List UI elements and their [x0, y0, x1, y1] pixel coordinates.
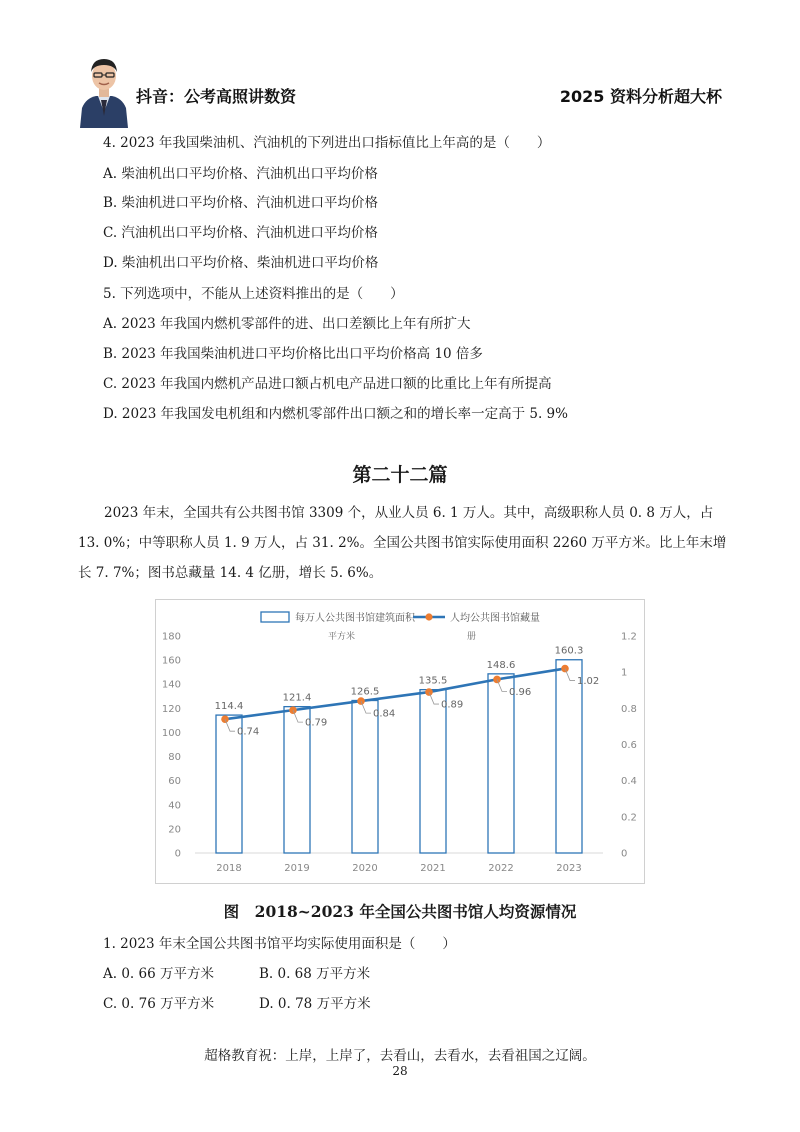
page-number: 28: [392, 1064, 408, 1078]
q5-option-d: D. 2023 年我国发电机组和内燃机零部件出口额之和的增长率一定高于 5. 9%: [103, 406, 568, 422]
bar-value-label: 135.5: [418, 675, 448, 687]
q4-option-d: D. 柴油机出口平均价格、柴油机进口平均价格: [103, 255, 379, 271]
line-value-label: 0.89: [441, 699, 464, 711]
q1-option-c: C. 0. 76 万平方米: [103, 996, 215, 1012]
x-axis-tick-label: 2021: [420, 863, 446, 874]
left-axis-unit: 平方米: [328, 632, 356, 642]
header-right-title: 2025 资料分析超大杯: [559, 87, 722, 106]
left-axis-tick: 120: [161, 703, 181, 715]
right-axis-tick: 0.6: [621, 740, 637, 751]
q4-option-a: A. 柴油机出口平均价格、汽油机出口平均价格: [103, 166, 378, 182]
q4-option-b: B. 柴油机进口平均价格、汽油机进口平均价格: [103, 195, 379, 211]
line-value-label: 0.96: [509, 686, 532, 698]
right-axis-tick: 0.2: [621, 812, 637, 824]
bar-value-label: 148.6: [486, 659, 516, 671]
right-axis-unit: 册: [467, 632, 477, 642]
legend-line-marker: [425, 613, 432, 620]
legend-bar-swatch: [261, 612, 289, 622]
left-axis-tick: 180: [161, 631, 181, 643]
q5-option-b: B. 2023 年我国柴油机进口平均价格比出口平均价格高 10 倍多: [103, 346, 483, 362]
x-axis-tick-label: 2018: [216, 863, 242, 874]
q5-option-c: C. 2023 年我国内燃机产品进口额占机电产品进口额的比重比上年有所提高: [103, 376, 552, 392]
q1-option-b: B. 0. 68 万平方米: [259, 966, 371, 982]
paragraph-text: 2023 年末，全国共有公共图书馆 3309 个，从业人员 6. 1 万人。其中，高级职称人员 0. 8 万人，占 13. 0%；中等职称人员 1. 9 万人，占 31. 2%。全国公共图书馆实际使用面积 2260 万平方米。比上年末增长 7. 7%；图书总藏量 14. 4 亿册，增长 5. 6%。: [78, 505, 727, 581]
left-axis-tick: 160: [161, 655, 181, 667]
line-value-label: 0.79: [305, 717, 328, 729]
left-axis-tick: 60: [168, 776, 181, 788]
bar-2020: [352, 700, 378, 853]
bar-2023: [556, 660, 582, 853]
q1-stem: 1. 2023 年末全国公共图书馆平均实际使用面积是（ ）: [103, 936, 456, 952]
q5-stem: 5. 下列选项中，不能从上述资料推出的是（ ）: [103, 286, 404, 302]
bar-2021: [420, 690, 446, 853]
right-axis-tick: 1.2: [621, 631, 637, 643]
x-axis-tick-label: 2019: [284, 863, 310, 874]
q1-option-d: D. 0. 78 万平方米: [259, 996, 371, 1012]
bar-value-label: 160.3: [554, 645, 584, 657]
legend-bar-label: 每万人公共图书馆建筑面积: [295, 613, 415, 624]
left-axis-tick: 20: [168, 824, 181, 836]
figure-caption: 图 2018~2023 年全国公共图书馆人均资源情况: [223, 902, 577, 921]
line-value-label: 0.74: [237, 726, 260, 738]
header-left-title: 抖音：公考高照讲数资: [136, 87, 297, 106]
left-axis-tick: 80: [168, 752, 181, 764]
x-axis-tick-label: 2023: [556, 863, 582, 874]
section-paragraph: [78, 498, 730, 588]
line-value-label: 1.02: [577, 676, 600, 688]
q4-stem: 4. 2023 年我国柴油机、汽油机的下列进出口指标值比上年高的是（ ）: [103, 135, 551, 151]
right-axis-tick: 0: [621, 848, 628, 860]
line-marker-2023: [561, 665, 569, 673]
q4-option-c: C. 汽油机出口平均价格、汽油机进口平均价格: [103, 225, 378, 241]
line-value-label: 0.84: [373, 708, 396, 720]
q1-option-a: A. 0. 66 万平方米: [103, 966, 214, 982]
right-axis-tick: 1: [621, 667, 628, 679]
right-axis-tick: 0.4: [621, 776, 637, 788]
line-marker-2020: [357, 697, 365, 705]
right-axis-tick: 0.8: [621, 703, 637, 715]
left-axis-tick: 100: [161, 727, 181, 739]
bar-value-label: 126.5: [350, 686, 380, 698]
bar-value-label: 121.4: [282, 692, 312, 704]
x-axis-tick-label: 2020: [352, 863, 378, 874]
q5-option-a: A. 2023 年我国内燃机零部件的进、出口差额比上年有所扩大: [103, 316, 471, 332]
author-avatar: [78, 50, 130, 128]
bar-2022: [488, 674, 514, 853]
section-title: 第二十二篇: [352, 464, 448, 486]
line-marker-2019: [289, 706, 297, 714]
left-axis-tick: 140: [161, 679, 181, 691]
left-axis-tick: 0: [174, 848, 181, 860]
left-axis-tick: 40: [168, 800, 181, 812]
footer-motto: 超格教育祝：上岸，上岸了，去看山，去看水，去看祖国之辽阔。: [204, 1048, 596, 1064]
bar-value-label: 114.4: [214, 701, 244, 713]
library-resources-chart: [155, 599, 645, 884]
x-axis-tick-label: 2022: [488, 863, 514, 874]
legend-line-label: 人均公共图书馆藏量: [450, 613, 540, 624]
